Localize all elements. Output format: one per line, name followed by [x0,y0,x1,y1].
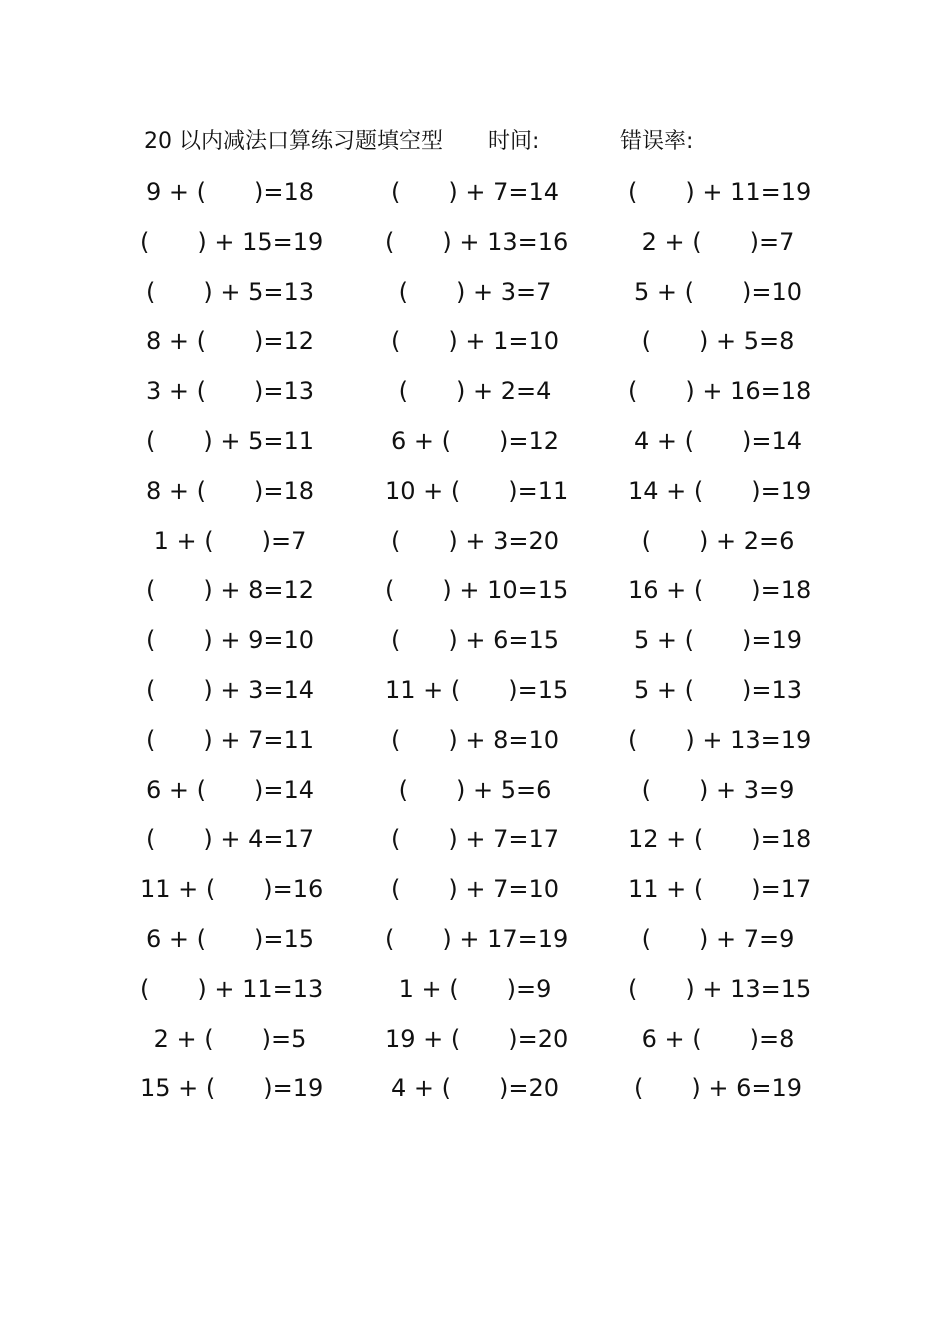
problem-item: 8 + ( )=12 [145,327,314,356]
problem-item: 5 + ( )=13 [633,675,802,704]
problem-row [140,819,820,869]
problem-row [140,471,820,521]
worksheet-title: 20 以内减法口算练习题填空型 [144,129,443,154]
problem-row [140,321,820,371]
problem-row [140,1068,820,1118]
problem-item: ( ) + 6=19 [633,1074,802,1103]
problem-item: ( ) + 3=20 [390,526,559,555]
problem-item: ( ) + 4=17 [145,825,314,854]
problem-row [140,869,820,919]
problem-item: ( ) + 7=10 [390,875,559,904]
problem-item: ( ) + 5=8 [641,327,795,356]
problem-item: 8 + ( )=18 [145,476,314,505]
problem-item: ( ) + 1=10 [390,327,559,356]
problem-item: 6 + ( )=15 [145,924,314,953]
problem-item: ( ) + 5=13 [145,277,314,306]
problem-item: ( ) + 16=18 [628,377,812,406]
problem-item: 11 + ( )=17 [628,875,812,904]
problem-item: 15 + ( )=19 [140,1074,324,1103]
problem-item: 6 + ( )=8 [641,1024,795,1053]
problem-item: 4 + ( )=20 [390,1074,559,1103]
problem-item: ( ) + 15=19 [140,227,324,256]
problem-item: ( ) + 3=7 [398,277,552,306]
problem-item: ( ) + 11=19 [628,178,812,206]
problem-item: 11 + ( )=16 [140,875,324,904]
problem-item: 14 + ( )=19 [628,476,812,505]
problem-item: 6 + ( )=12 [390,426,559,455]
problem-item: 1 + ( )=9 [398,974,552,1003]
problem-row [140,969,820,1019]
problem-row [140,421,820,471]
problem-item: ( ) + 13=15 [628,974,812,1003]
problem-item: 6 + ( )=14 [145,775,314,804]
problem-item: 1 + ( )=7 [153,526,307,555]
problem-item: ( ) + 6=15 [390,626,559,655]
problem-item: 2 + ( )=7 [641,227,795,256]
problem-item: ( ) + 10=15 [385,576,569,605]
problem-row [140,670,820,720]
problem-item: ( ) + 7=9 [641,924,795,953]
problem-grid [140,172,820,1118]
problem-item: ( ) + 7=17 [390,825,559,854]
problem-item: 10 + ( )=11 [385,476,569,505]
problem-row [140,620,820,670]
problem-row [140,570,820,620]
problem-item: 9 + ( )=18 [145,178,314,206]
problem-item: ( ) + 3=14 [145,675,314,704]
problem-item: 16 + ( )=18 [628,576,812,605]
error-rate-label: 错误率: [620,129,694,154]
problem-row [140,371,820,421]
problem-item: 5 + ( )=19 [633,626,802,655]
problem-item: ( ) + 3=9 [641,775,795,804]
problem-item: ( ) + 11=13 [140,974,324,1003]
problem-row [140,1019,820,1069]
problem-item: ( ) + 2=4 [398,377,552,406]
problem-item: ( ) + 5=11 [145,426,314,455]
problem-item: ( ) + 2=6 [641,526,795,555]
problem-row [140,222,820,272]
problem-item: 11 + ( )=15 [385,675,569,704]
problem-item: ( ) + 8=12 [145,576,314,605]
problem-item: 2 + ( )=5 [153,1024,307,1053]
problem-row [140,919,820,969]
problem-item: ( ) + 17=19 [385,924,569,953]
problem-item: 5 + ( )=10 [633,277,802,306]
problem-row [140,521,820,571]
problem-item: ( ) + 9=10 [145,626,314,655]
problem-item: ( ) + 5=6 [398,775,552,804]
problem-item: 4 + ( )=14 [633,426,802,455]
problem-row [140,272,820,322]
problem-row [140,172,820,222]
problem-item: ( ) + 13=19 [628,725,812,754]
problem-item: 19 + ( )=20 [385,1024,569,1053]
worksheet-header [144,124,824,160]
problem-row [140,720,820,770]
problem-row [140,770,820,820]
time-label: 时间: [488,129,540,154]
problem-item: 3 + ( )=13 [145,377,314,406]
problem-item: ( ) + 8=10 [390,725,559,754]
problem-item: ( ) + 7=11 [145,725,314,754]
problem-item: ( ) + 7=14 [390,178,559,206]
problem-item: 12 + ( )=18 [628,825,812,854]
problem-item: ( ) + 13=16 [385,227,569,256]
